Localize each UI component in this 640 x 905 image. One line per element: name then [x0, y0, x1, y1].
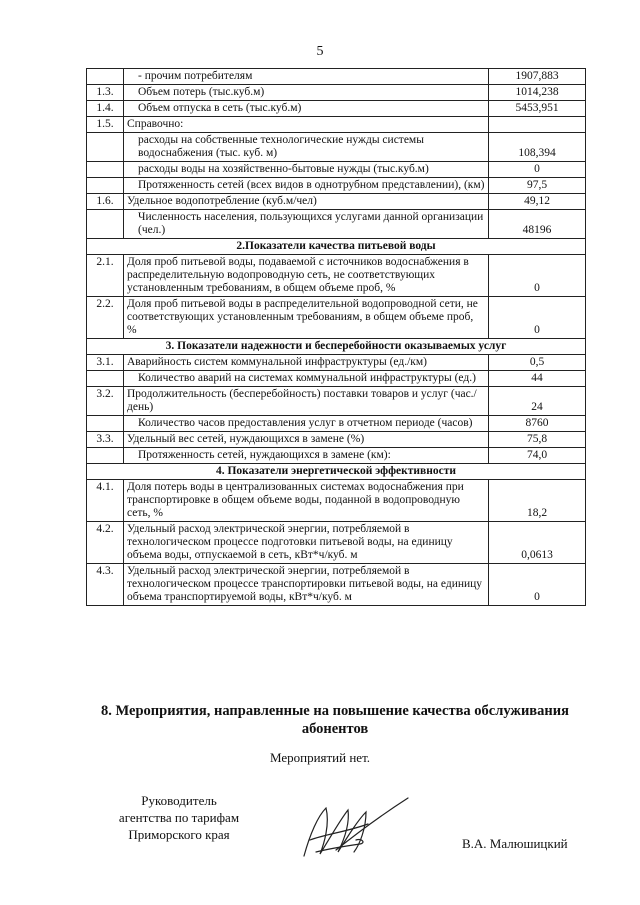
row-number [87, 69, 124, 85]
indicator-name: Численность населения, пользующихся услугами данной организации (чел.) [124, 210, 489, 239]
table-row [87, 432, 586, 448]
signer-name: В.А. Малюшицкий [462, 836, 568, 851]
indicator-name: Аварийность систем коммунальной инфраструктуры (ед./км) [124, 355, 489, 371]
indicator-name: Протяженность сетей (всех видов в однотрубном представлении), (км) [124, 178, 489, 194]
indicator-value: 0 [489, 255, 586, 297]
table-row [87, 416, 586, 432]
signer-title-line-1: Руководитель [141, 793, 217, 808]
indicator-name: Объем отпуска в сеть (тыс.куб.м) [124, 101, 489, 117]
row-number: 4.3. [87, 564, 124, 606]
row-number: 1.4. [87, 101, 124, 117]
table-row [87, 194, 586, 210]
table-row [87, 355, 586, 371]
table-row [87, 255, 586, 297]
row-number: 3.2. [87, 387, 124, 416]
row-number: 1.3. [87, 85, 124, 101]
table-row [87, 101, 586, 117]
indicator-value: 24 [489, 387, 586, 416]
row-number: 4.1. [87, 480, 124, 522]
indicator-name: Справочно: [124, 117, 489, 133]
table-row [87, 387, 586, 416]
indicator-value: 108,394 [489, 133, 586, 162]
indicator-value: 1907,883 [489, 69, 586, 85]
table-row [87, 448, 586, 464]
indicator-value: 75,8 [489, 432, 586, 448]
indicator-value: 0 [489, 564, 586, 606]
indicators-table-body [87, 69, 586, 606]
indicator-name: расходы на собственные технологические нужды системы водоснабжения (тыс. куб. м) [124, 133, 489, 162]
table-row [87, 297, 586, 339]
table-row [87, 522, 586, 564]
indicator-name: Объем потерь (тыс.куб.м) [124, 85, 489, 101]
indicator-name: Доля проб питьевой воды в распределительной водопроводной сети, не соответствующих установленным требованиям, в общем объеме проб, % [124, 297, 489, 339]
indicator-value: 8760 [489, 416, 586, 432]
indicator-value: 1014,238 [489, 85, 586, 101]
indicators-table [86, 68, 586, 606]
indicator-name: Протяженность сетей, нуждающихся в замене (км): [124, 448, 489, 464]
row-number: 2.2. [87, 297, 124, 339]
indicator-value: 5453,951 [489, 101, 586, 117]
indicator-value: 18,2 [489, 480, 586, 522]
page-number: 5 [316, 44, 324, 59]
row-number [87, 371, 124, 387]
table-row [87, 371, 586, 387]
handwritten-signature [296, 794, 416, 864]
row-number [87, 416, 124, 432]
section-header-row [87, 339, 586, 355]
table-row [87, 210, 586, 239]
table-row [87, 69, 586, 85]
indicator-name: расходы воды на хозяйственно-бытовые нужды (тыс.куб.м) [124, 162, 489, 178]
table-row [87, 133, 586, 162]
indicator-value: 0,0613 [489, 522, 586, 564]
indicator-name: Удельный расход электрической энергии, потребляемой в технологическом процессе транспортировки питьевой воды, на единицу объема транспортируемой воды, кВт*ч/куб. м [124, 564, 489, 606]
indicator-name: Количество часов предоставления услуг в отчетном периоде (часов) [124, 416, 489, 432]
table-row [87, 85, 586, 101]
row-number: 3.1. [87, 355, 124, 371]
indicator-value: 48196 [489, 210, 586, 239]
indicator-value: 0 [489, 162, 586, 178]
indicator-name: Доля потерь воды в централизованных системах водоснабжения при транспортировке в общем объеме воды, поданной в водопроводную сеть, % [124, 480, 489, 522]
indicator-name: Доля проб питьевой воды, подаваемой с источников водоснабжения в распределительную водопроводную сеть, не соответствующих установленным требованиям, в общем объеме проб, % [124, 255, 489, 297]
table-row [87, 117, 586, 133]
section-title: 2.Показатели качества питьевой воды [87, 239, 586, 255]
signer-title-line-2: агентства по тарифам [118, 810, 240, 825]
indicator-value: 0,5 [489, 355, 586, 371]
row-number [87, 162, 124, 178]
row-number: 1.6. [87, 194, 124, 210]
row-number: 3.3. [87, 432, 124, 448]
table-row [87, 564, 586, 606]
indicator-value: 97,5 [489, 178, 586, 194]
indicator-value: 0 [489, 297, 586, 339]
section-8-heading: 8. Мероприятия, направленные на повышение качества обслуживания абонентов [101, 703, 569, 737]
section-title: 4. Показатели энергетической эффективности [87, 464, 586, 480]
row-number [87, 133, 124, 162]
row-number: 4.2. [87, 522, 124, 564]
indicator-value: 74,0 [489, 448, 586, 464]
indicator-name: Продолжительность (бесперебойность) поставки товаров и услуг (час./день) [124, 387, 489, 416]
table-row [87, 178, 586, 194]
table-row [87, 480, 586, 522]
section-header-row [87, 239, 586, 255]
row-number [87, 448, 124, 464]
section-title: 3. Показатели надежности и бесперебойности оказываемых услуг [87, 339, 586, 355]
indicator-value [489, 117, 586, 133]
indicator-value: 44 [489, 371, 586, 387]
table-row [87, 162, 586, 178]
indicator-name: Удельное водопотребление (куб.м/чел) [124, 194, 489, 210]
indicator-name: Удельный расход электрической энергии, потребляемой в технологическом процессе подготовки питьевой воды, на единицу объема воды, отпускаемой в сеть, кВт*ч/куб. м [124, 522, 489, 564]
indicator-value: 49,12 [489, 194, 586, 210]
row-number [87, 178, 124, 194]
indicator-name: Количество аварий на системах коммунальной инфраструктуры (ед.) [124, 371, 489, 387]
row-number: 2.1. [87, 255, 124, 297]
section-header-row [87, 464, 586, 480]
signer-title-line-3: Приморского края [128, 827, 230, 842]
indicator-name: - прочим потребителям [124, 69, 489, 85]
indicator-name: Удельный вес сетей, нуждающихся в замене (%) [124, 432, 489, 448]
no-measures-text: Мероприятий нет. [269, 750, 371, 765]
signer-title [84, 792, 274, 843]
row-number [87, 210, 124, 239]
row-number: 1.5. [87, 117, 124, 133]
